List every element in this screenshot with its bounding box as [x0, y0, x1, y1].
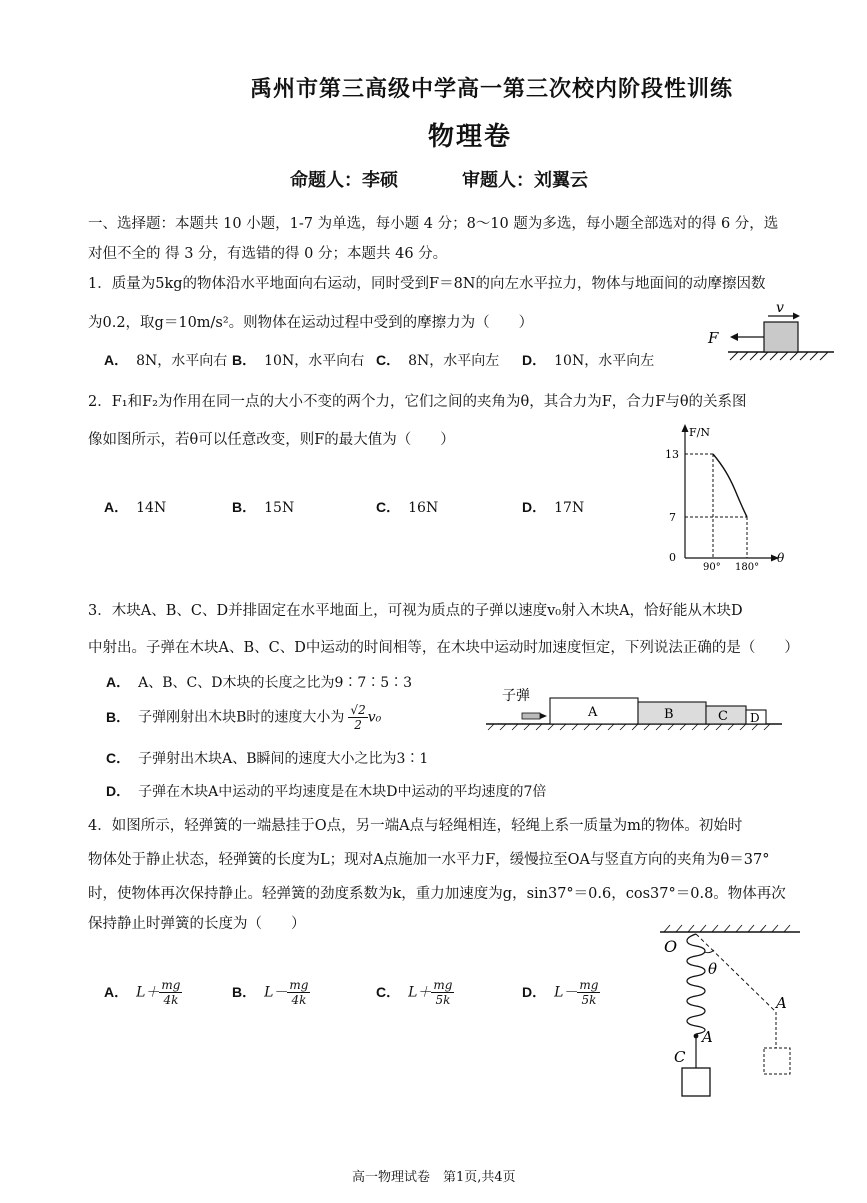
- option-text: 子弹在木块A中运动的平均速度是在木块D中运动的平均速度的7倍: [138, 784, 547, 800]
- fraction: [431, 978, 454, 1007]
- q3-option-a[interactable]: [106, 672, 412, 692]
- dashed-mass: [764, 1048, 790, 1074]
- option-text: 8N，水平向右: [136, 353, 228, 369]
- subject-title: 物理卷: [428, 122, 513, 152]
- q2-option-b[interactable]: [232, 497, 294, 517]
- option-key: C．: [376, 352, 401, 368]
- x-tick-90: 90°: [703, 562, 721, 573]
- q3-figure: [484, 684, 784, 736]
- fraction-denominator: 4k: [163, 993, 179, 1007]
- option-key: D．: [522, 352, 547, 368]
- option-expr: L－: [264, 984, 288, 1001]
- q4-option-c[interactable]: [376, 978, 454, 1007]
- block-a-label: A: [588, 705, 598, 720]
- q1-line1: 1．质量为5kg的物体沿水平地面向右运动，同时受到F＝8N的向左水平拉力，物体与地面间的动摩擦因数: [88, 276, 766, 292]
- option-text: 子弹刚射出木块B时的速度大小为: [138, 709, 345, 726]
- f-theta-curve: [713, 454, 747, 517]
- fraction-numerator: mg: [289, 978, 309, 992]
- q3-option-c[interactable]: [106, 748, 428, 768]
- option-key: D．: [106, 783, 131, 799]
- bullet-label: 子弹: [502, 688, 530, 704]
- setter-label: 命题人：李硕: [290, 170, 398, 191]
- block: [764, 322, 798, 352]
- fraction-denominator: 5k: [581, 993, 597, 1007]
- option-text: 16N: [408, 500, 439, 516]
- q4-figure: [650, 922, 820, 1102]
- fraction-denominator: 2: [354, 718, 362, 732]
- option-key: C．: [106, 750, 131, 766]
- block-d-label: D: [750, 711, 760, 725]
- option-text: 10N，水平向左: [554, 353, 655, 369]
- q1-line2: 为0.2，取g＝10m/s²。则物体在运动过程中受到的摩擦力为（ ）: [88, 315, 534, 331]
- reviewer-label: 审题人：刘翼云: [462, 170, 588, 191]
- y-axis-label: F/N: [689, 426, 710, 439]
- point-a2-label: A: [776, 994, 787, 1012]
- option-key: B．: [232, 352, 257, 368]
- spring: [687, 934, 705, 1034]
- fraction-denominator: 4k: [291, 993, 307, 1007]
- q3-option-b[interactable]: [106, 703, 381, 732]
- q2-line1: 2．F₁和F₂为作用在同一点的大小不变的两个力，它们之间的夹角为θ，其合力为F，合力F与θ的关系图: [88, 394, 747, 410]
- q4-line4: 保持静止时弹簧的长度为（ ）: [88, 916, 306, 932]
- y-tick-13: 13: [665, 448, 679, 461]
- block-b-label: B: [664, 707, 674, 722]
- mass-block: [682, 1068, 710, 1096]
- point-c-label: C: [674, 1048, 686, 1066]
- fraction: [348, 703, 367, 732]
- q2-graph: [655, 418, 795, 578]
- point-a-label: A: [702, 1028, 713, 1046]
- q4-line3: 时，使物体再次保持静止。轻弹簧的劲度系数为k，重力加速度为g，sin37°＝0.6，cos37°＝0.8。物体再次: [88, 886, 786, 902]
- option-expr: L＋: [136, 984, 160, 1001]
- bullet-tip: [540, 713, 547, 719]
- q4-line1: 4．如图所示，轻弹簧的一端悬挂于O点，另一端A点与轻绳相连，轻绳上系一质量为m的物体。初始时: [88, 818, 743, 834]
- option-text: A、B、C、D木块的长度之比为9∶7∶5∶3: [138, 675, 413, 691]
- fraction-numerator: mg: [433, 978, 453, 992]
- fraction-numerator: √2: [350, 703, 366, 717]
- section-instructions-line1: 一、选择题：本题共 10 小题，1-7 为单选，每小题 4 分；8～10 题为多选，每小题全部选对的得 6 分，选: [88, 216, 779, 232]
- fraction-numerator: mg: [161, 978, 181, 992]
- option-key: A．: [104, 983, 129, 1000]
- q1-option-d[interactable]: [522, 350, 654, 370]
- option-text: 15N: [264, 500, 295, 516]
- x-axis-label: θ: [777, 551, 785, 565]
- x-tick-180: 180°: [735, 562, 760, 573]
- option-key: C．: [376, 983, 401, 1000]
- velocity-symbol: v₀: [367, 709, 382, 726]
- q2-option-a[interactable]: [104, 497, 166, 517]
- fraction: [577, 978, 600, 1007]
- option-key: A．: [106, 674, 131, 690]
- option-key: D．: [522, 499, 547, 515]
- ceiling-hatch: [664, 925, 790, 932]
- q2-line2: 像如图所示，若θ可以任意改变，则F的最大值为（ ）: [88, 432, 455, 448]
- exam-title: 禹州市第三高级中学高一第三次校内阶段性训练: [250, 76, 734, 102]
- option-text: 8N，水平向左: [408, 353, 500, 369]
- q1-figure: [700, 300, 840, 368]
- force-arrowhead: [730, 333, 738, 341]
- y-tick-0: 0: [669, 551, 676, 564]
- velocity-label: v: [776, 300, 784, 316]
- q1-option-a[interactable]: [104, 350, 227, 370]
- q2-option-c[interactable]: [376, 497, 438, 517]
- q3-line1: 3．木块A、B、C、D并排固定在水平地面上，可视为质点的子弹以速度v₀射入木块A，恰好能从木块D: [88, 603, 743, 619]
- theta-label: θ: [708, 960, 718, 978]
- option-key: D．: [522, 983, 547, 1000]
- block-c-label: C: [718, 709, 728, 724]
- q1-option-b[interactable]: [232, 350, 364, 370]
- option-text: 17N: [554, 500, 585, 516]
- velocity-arrowhead: [793, 313, 800, 320]
- q2-option-d[interactable]: [522, 497, 584, 517]
- y-tick-7: 7: [669, 511, 676, 524]
- option-key: B．: [106, 708, 131, 725]
- fraction-numerator: mg: [579, 978, 599, 992]
- q3-option-d[interactable]: [106, 781, 546, 801]
- ground-hatch: [730, 352, 828, 360]
- option-key: C．: [376, 499, 401, 515]
- option-expr: L＋: [408, 984, 432, 1001]
- y-axis-arrowhead: [682, 424, 689, 432]
- q3-line2: 中射出。子弹在木块A、B、C、D中运动的时间相等，在木块中运动时加速度恒定，下列说法正确的是（ ）: [88, 640, 799, 656]
- option-key: A．: [104, 352, 129, 368]
- q1-option-c[interactable]: [376, 350, 499, 370]
- q4-option-d[interactable]: [522, 978, 600, 1007]
- option-expr: L－: [554, 984, 578, 1001]
- fraction: [287, 978, 310, 1007]
- q4-option-a[interactable]: [104, 978, 182, 1007]
- option-text: 14N: [136, 500, 167, 516]
- bullet: [522, 713, 540, 719]
- force-label: F: [708, 329, 719, 347]
- page-footer: 高一物理试卷 第1页,共4页: [352, 1170, 516, 1185]
- point-o-label: O: [664, 937, 678, 956]
- option-text: 10N，水平向右: [264, 353, 365, 369]
- option-key: B．: [232, 983, 257, 1000]
- ground-hatch: [488, 724, 770, 730]
- option-key: A．: [104, 499, 129, 515]
- q4-line2: 物体处于静止状态，轻弹簧的长度为L；现对A点施加一水平力F，缓慢拉至OA与竖直方向的夹角为θ＝37°: [88, 852, 770, 868]
- fraction-denominator: 5k: [435, 993, 451, 1007]
- q4-option-b[interactable]: [232, 978, 310, 1007]
- option-key: B．: [232, 499, 257, 515]
- section-instructions-line2: 对但不全的 得 3 分，有选错的得 0 分；本题共 46 分。: [88, 246, 448, 262]
- fraction: [159, 978, 182, 1007]
- option-text: 子弹射出木块A、B瞬间的速度大小之比为3∶1: [138, 751, 429, 767]
